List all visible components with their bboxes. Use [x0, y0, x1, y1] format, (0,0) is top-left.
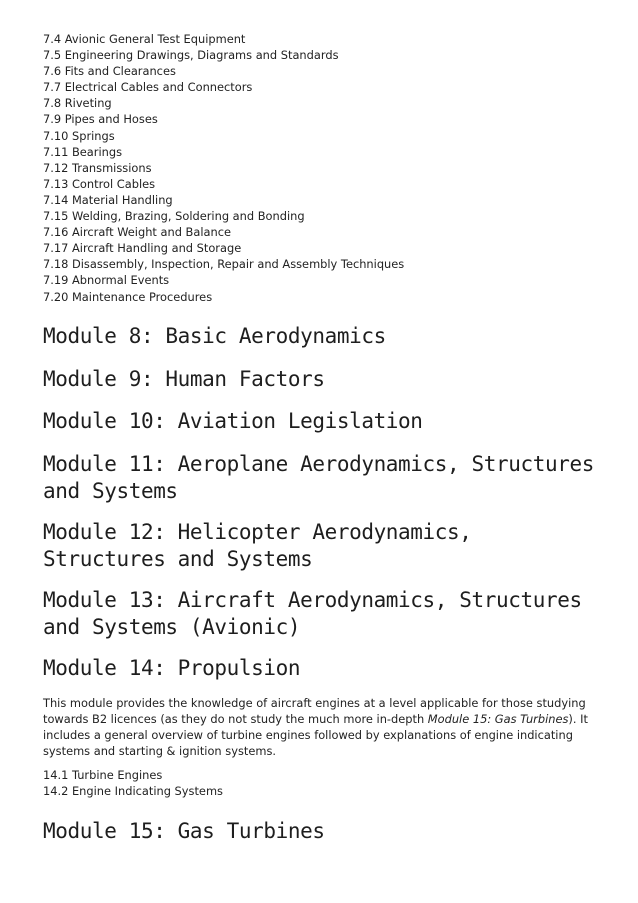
- module-12-heading: Module 12: Helicopter Aerodynamics, Structures and Systems: [43, 519, 472, 571]
- module-9-heading: Module 9: Human Factors: [43, 366, 325, 391]
- list-item: 7.5 Engineering Drawings, Diagrams and Standards: [43, 48, 339, 63]
- list-item: 7.12 Transmissions: [43, 160, 152, 175]
- module-14-item-list: [43, 767, 603, 799]
- module-11-heading: Module 11: Aeroplane Aerodynamics, Structures and Systems: [43, 451, 594, 503]
- module-15-heading: Module 15: Gas Turbines: [43, 819, 325, 844]
- list-item: 7.10 Springs: [43, 128, 115, 143]
- description-emphasis: Module 15: Gas Turbines: [427, 711, 569, 726]
- list-item: 7.18 Disassembly, Inspection, Repair and Assembly Techniques: [43, 257, 405, 272]
- list-item: 14.2 Engine Indicating Systems: [43, 784, 223, 799]
- list-item: 7.4 Avionic General Test Equipment: [43, 32, 246, 46]
- list-item: 7.6 Fits and Clearances: [43, 64, 176, 79]
- list-item: 7.9 Pipes and Hoses: [43, 112, 158, 127]
- module-8-heading: Module 8: Basic Aerodynamics: [43, 323, 386, 348]
- list-item: 14.1 Turbine Engines: [43, 767, 163, 782]
- list-item: 7.14 Material Handling: [43, 192, 173, 207]
- description-text: ). It includes a general overview of turbine engines followed by explanations of engine indicating systems and starting & ignition systems.: [43, 711, 588, 758]
- list-item: 7.15 Welding, Brazing, Soldering and Bonding: [43, 209, 305, 224]
- list-item: 7.20 Maintenance Procedures: [43, 289, 213, 304]
- list-item: 7.17 Aircraft Handling and Storage: [43, 241, 242, 256]
- module-10-heading: Module 10: Aviation Legislation: [43, 408, 423, 433]
- document-page: [43, 31, 603, 845]
- module-14-heading: Module 14: Propulsion: [43, 655, 301, 680]
- list-item: 7.7 Electrical Cables and Connectors: [43, 80, 253, 95]
- module-13-heading: Module 13: Aircraft Aerodynamics, Structures and Systems (Avionic): [43, 587, 582, 639]
- list-item: 7.19 Abnormal Events: [43, 273, 170, 288]
- list-item: 7.16 Aircraft Weight and Balance: [43, 225, 231, 240]
- module-7-item-list: [43, 31, 603, 305]
- list-item: 7.11 Bearings: [43, 144, 123, 159]
- list-item: 7.8 Riveting: [43, 96, 112, 111]
- module-14-description: [43, 695, 588, 759]
- description-text: This module provides the knowledge of aircraft engines at a level applicable for those studying towards B2 licences (as they do not study the much more in-depth: [43, 695, 586, 726]
- list-item: 7.13 Control Cables: [43, 176, 156, 191]
